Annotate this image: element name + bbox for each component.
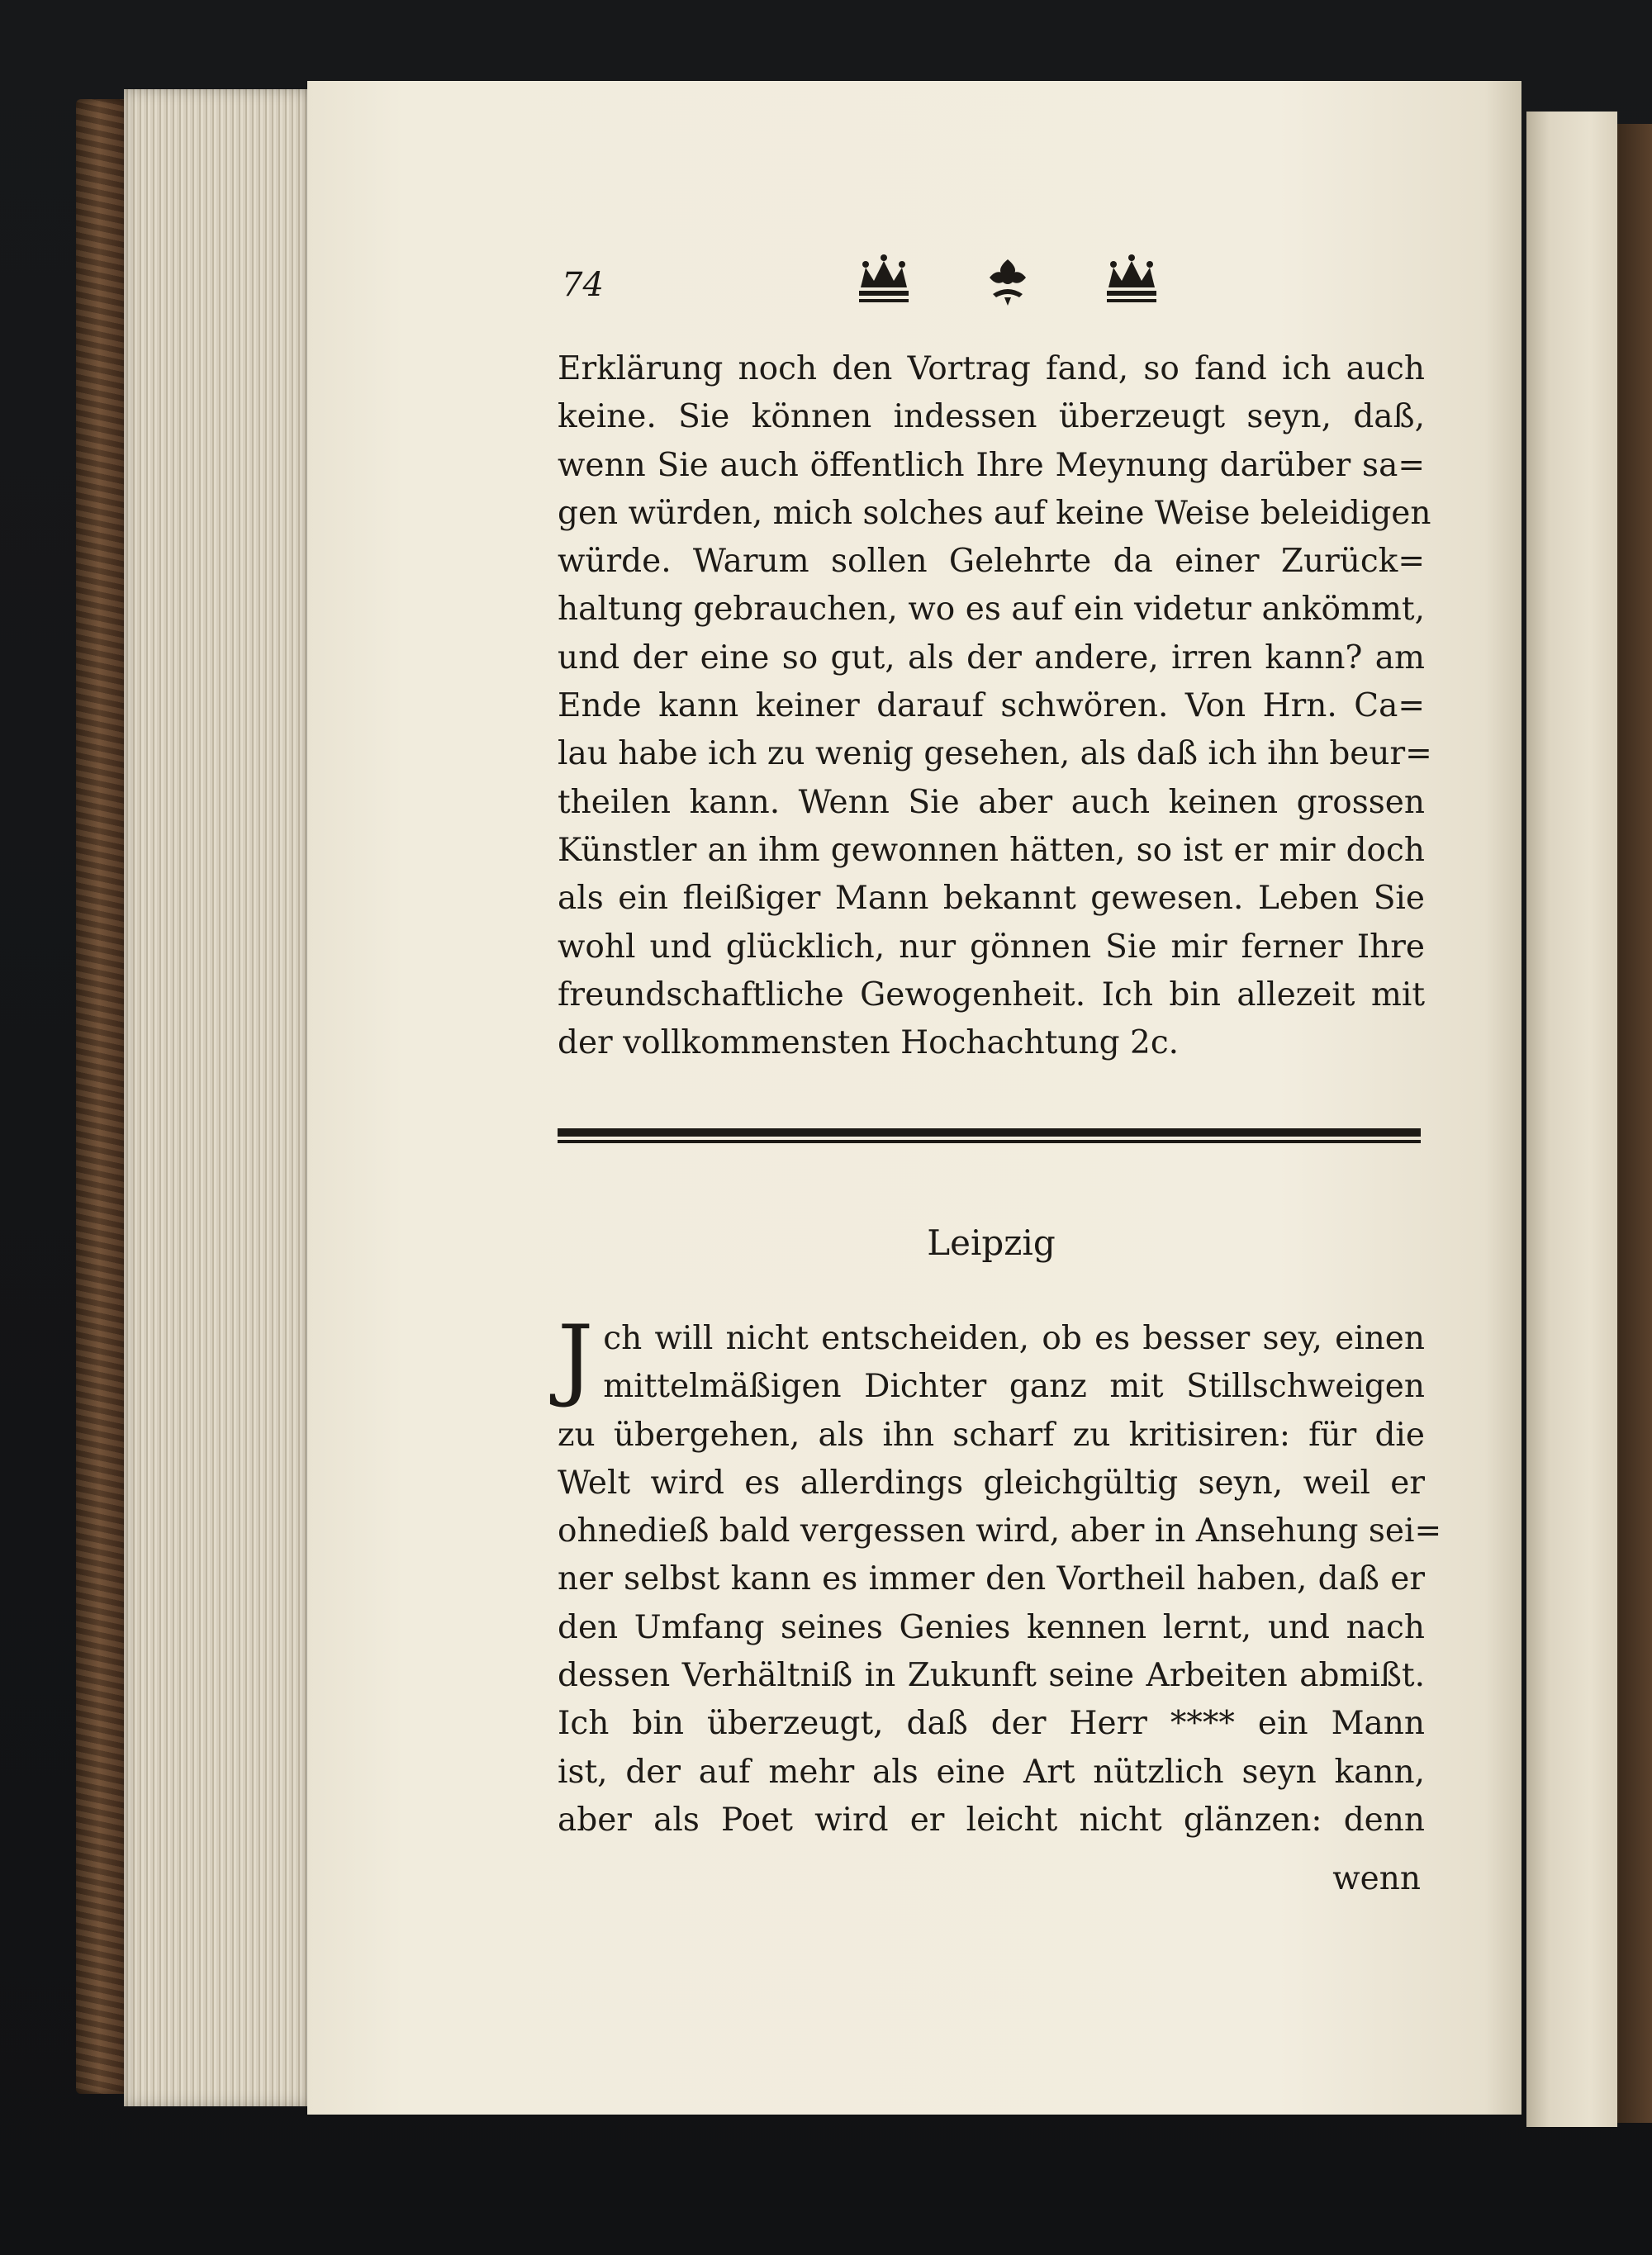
text-line: freundschaftliche Gewogenheit. Ich bin allezeit mit [558, 976, 1425, 1014]
text-line: haltung gebrauchen, wo es auf ein videtur ankömmt, [558, 591, 1425, 629]
text-line: der vollkommensten Hochachtung 2c. [558, 1024, 1180, 1062]
text-line: Erklärung noch den Vortrag fand, so fand ich auch [558, 350, 1425, 387]
crown-icon-right [1107, 254, 1156, 302]
text-line: Künstler an ihm gewonnen hätten, so ist er mir doch [558, 831, 1425, 869]
text-line: lau habe ich zu wenig gesehen, als daß ich ihn beur= [558, 735, 1432, 773]
text-line: und der eine so gut, als der andere, irren kann? am [558, 639, 1425, 676]
text-line: zu übergehen, als ihn scharf zu kritisiren: für die [558, 1416, 1425, 1454]
text-line: mittelmäßigen Dichter ganz mit Stillschweigen [603, 1368, 1425, 1406]
crown-and-flower-ornament-icon [851, 244, 1165, 311]
text-line: als ein fleißiger Mann bekannt gewesen. Leben Sie [558, 880, 1425, 918]
drop-cap: J [558, 1307, 594, 1410]
text-line: Welt wird es allerdings gleichgültig seyn, weil er [558, 1464, 1425, 1502]
text-line: ohnedieß bald vergessen wird, aber in Ansehung sei= [558, 1512, 1442, 1550]
text-line: dessen Verhältniß in Zukunft seine Arbeiten abmißt. [558, 1657, 1425, 1695]
crown-icon-left [859, 254, 909, 302]
catchword: wenn [1332, 1860, 1421, 1897]
text-line: gen würden, mich solches auf keine Weise beleidigen [558, 494, 1431, 532]
section-heading: Leipzig [927, 1222, 1056, 1263]
text-line: den Umfang seines Genies kennen lernt, und nach [558, 1608, 1425, 1646]
letter-body-text [558, 345, 1432, 1067]
text-line: theilen kann. Wenn Sie aber auch keinen grossen [558, 783, 1425, 821]
book-cover-right [1617, 124, 1652, 2123]
double-rule-divider [558, 1128, 1421, 1146]
flower-icon-center [990, 259, 1026, 306]
text-line: Ende kann keiner darauf schwören. Von Hrn. Ca= [558, 687, 1425, 725]
facing-page-edge [1526, 112, 1617, 2127]
text-line: keine. Sie können indessen überzeugt seyn, daß, [558, 398, 1425, 436]
text-line: ist, der auf mehr als eine Art nützlich seyn kann, [558, 1753, 1425, 1791]
text-line: wohl und glücklich, nur gönnen Sie mir ferner Ihre [558, 928, 1425, 966]
text-line: ch will nicht entscheiden, ob es besser sey, einen [603, 1320, 1425, 1357]
review-body-text [558, 1307, 1442, 1844]
text-line: wenn Sie auch öffentlich Ihre Meynung darüber sa= [558, 446, 1425, 484]
text-line: Ich bin überzeugt, daß der Herr **** ein Mann [558, 1705, 1425, 1743]
text-line: ner selbst kann es immer den Vortheil haben, daß er [558, 1560, 1425, 1598]
text-line: würde. Warum sollen Gelehrte da einer Zurück= [558, 543, 1425, 581]
text-line: aber als Poet wird er leicht nicht glänzen: denn [558, 1801, 1425, 1839]
page-edges [124, 89, 310, 2106]
page-number: 74 [562, 266, 604, 304]
